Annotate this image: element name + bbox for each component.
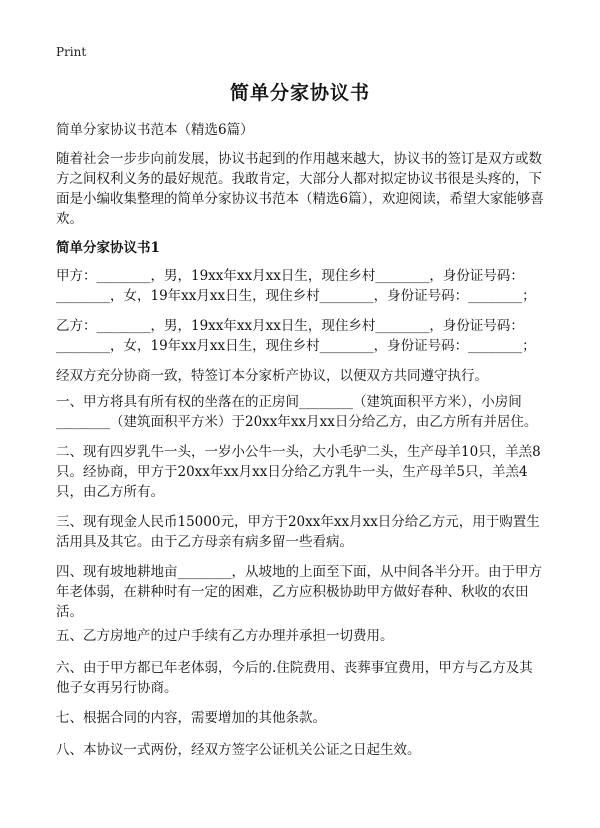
- clause-6: [56, 658, 546, 698]
- clause-3-text: 三、现有现金人民币15000元，甲方于20xx年xx月xx日分给乙方元，用于购置生活用具及其它。由于乙方母亲有病多留一些看病。: [56, 514, 540, 550]
- document-subtitle: 简单分家协议书范本（精选6篇）: [56, 122, 254, 138]
- party-a-line-2: ________，女，19年xx月xx日生，现住乡村________，身份证号码：________；: [56, 288, 536, 304]
- clause-8-text: 八、本协议一式两份，经双方签字公证机关公证之日起生效。: [56, 742, 421, 758]
- party-b-block: [56, 316, 546, 356]
- clause-3: [56, 512, 546, 552]
- clause-4-text: 四、现有坡地耕地亩________，从坡地的上面至下面，从中间各半分开。由于甲方年老体弱，在耕种时有一定的困难，乙方应积极协助甲方做好春种、秋收的农田活。: [56, 564, 542, 620]
- clause-8: [56, 740, 546, 760]
- clause-1: [56, 392, 546, 432]
- clause-2: [56, 442, 546, 502]
- print-link[interactable]: Print: [56, 45, 87, 59]
- clause-1-text: 一、甲方将具有所有权的坐落在的正房间________（建筑面积平方米），小房间________（建筑面积平方米）于20xx年xx月xx日分给乙方，由乙方所有并居住。: [56, 394, 538, 430]
- preamble-paragraph: [56, 366, 546, 386]
- preamble-text: 经双方充分协商一致，特签订本分家析产协议，以便双方共同遵守执行。: [56, 368, 488, 384]
- clause-7-text: 七、根据合同的内容，需要增加的其他条款。: [56, 710, 326, 726]
- section-heading: 简单分家协议书1: [56, 240, 160, 256]
- party-a-block: [56, 266, 546, 306]
- clause-7: [56, 708, 546, 728]
- document-title: 简单分家协议书: [229, 82, 370, 104]
- party-a-line-1: 甲方：________，男，19xx年xx月xx日生，现住乡村________，身份证号码：: [56, 268, 524, 284]
- party-b-line-1: 乙方：________，男，19xx年xx月xx日生，现住乡村________，身份证号码：: [56, 318, 524, 334]
- clause-6-text: 六、由于甲方都已年老体弱，今后的.住院费用、丧葬事宜费用，甲方与乙方及其他子女再另行协商。: [56, 660, 533, 696]
- party-b-line-2: ________，女，19年xx月xx日生，现住乡村________，身份证号码：________；: [56, 338, 536, 354]
- intro-paragraph: 随着社会一步步向前发展，协议书起到的作用越来越大，协议书的签订是双方或数方之间权利义务的最好规范。我敢肯定，大部分人都对拟定协议书很是头疼的，下面是小编收集整理的简单分家协议书范本（精选6篇），欢迎阅读，希望大家能够喜欢。: [56, 151, 544, 227]
- clause-5-text: 五、乙方房地产的过户手续有乙方办理并承担一切费用。: [56, 628, 394, 644]
- clause-5: [56, 626, 546, 646]
- clause-4: [56, 562, 546, 622]
- clause-2-text: 二、现有四岁乳牛一头，一岁小公牛一头，大小毛驴二头，生产母羊10只，羊羔8只。经协商，甲方于20xx年xx月xx日分给乙方乳牛一头，生产母羊5只，羊羔4只，由乙方所有。: [56, 444, 541, 500]
